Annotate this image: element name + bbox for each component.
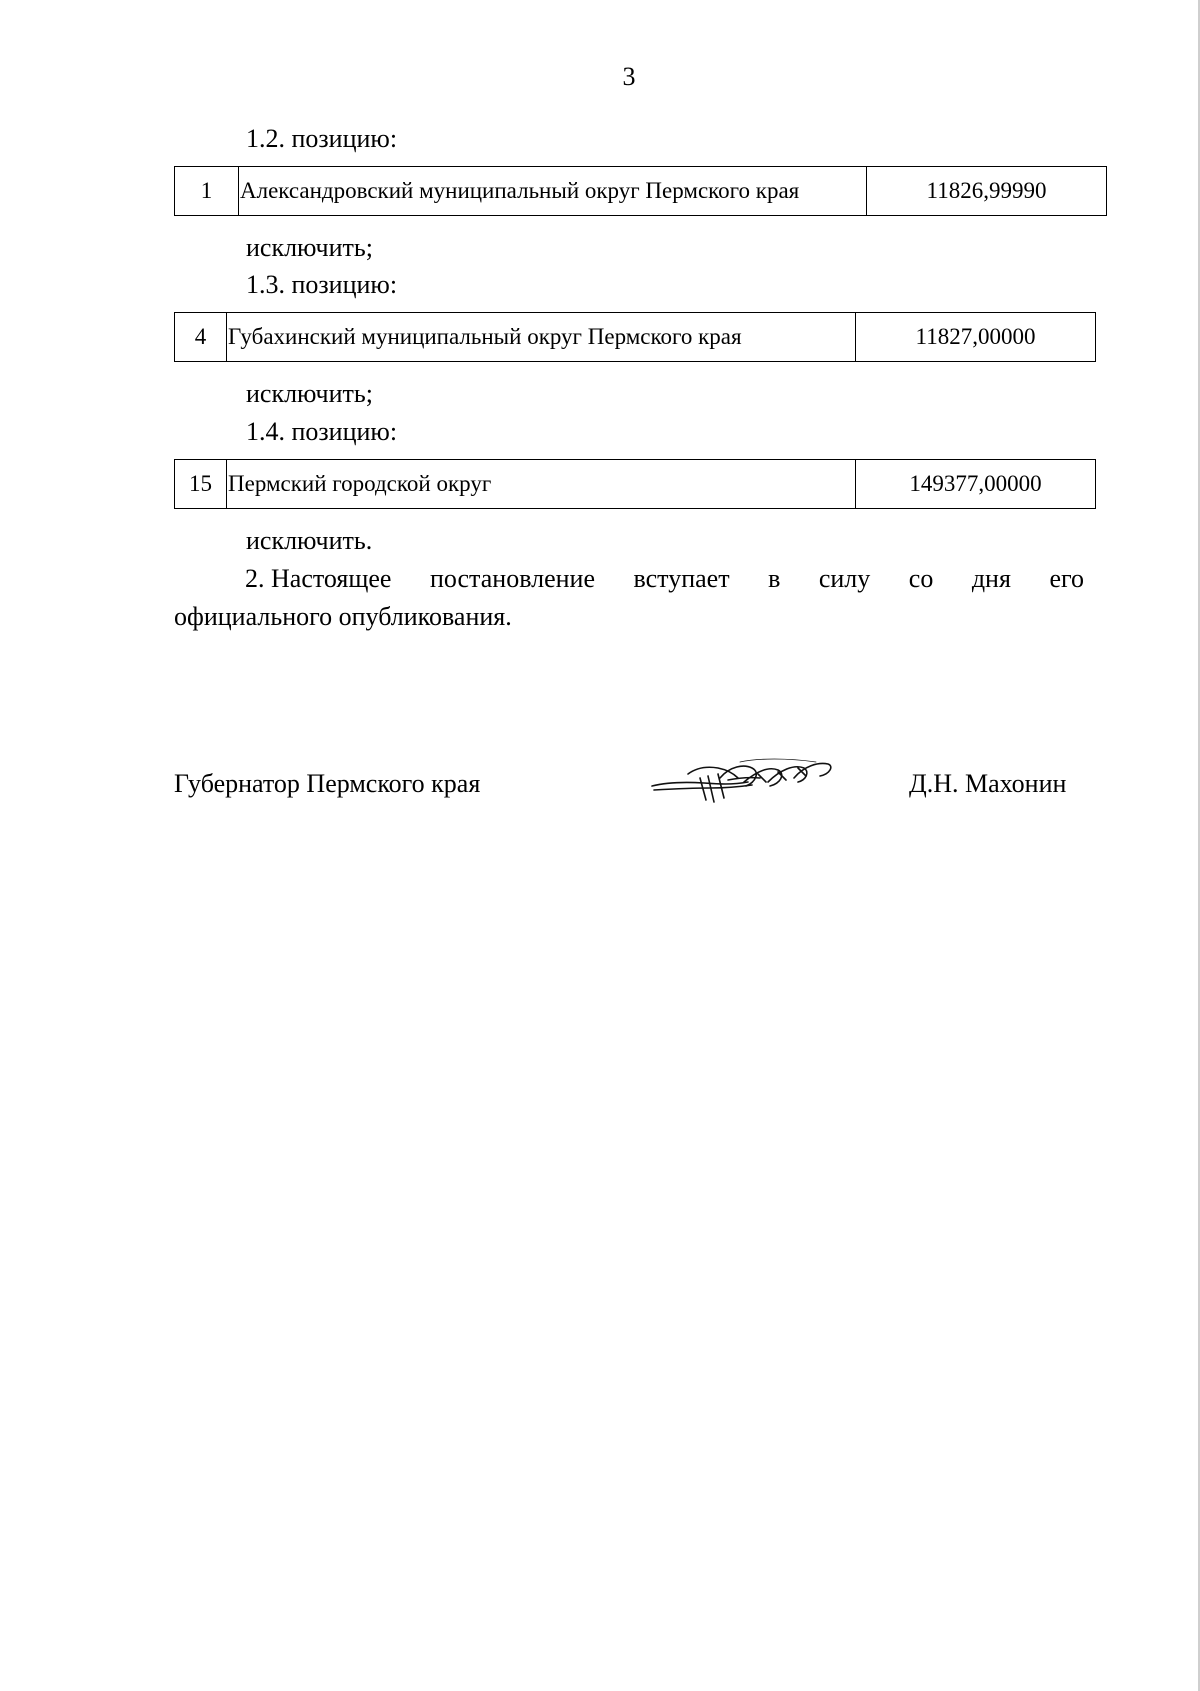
handwritten-signature [648, 752, 838, 808]
section-heading: 1.4. позицию: [246, 417, 398, 446]
municipality-name: Александровский муниципальный округ Пермского края [239, 167, 867, 216]
clause-2-line-1 [174, 560, 1084, 598]
clause-word: дня [971, 564, 1011, 593]
signatory-name: Д.Н. Махонин [909, 769, 1067, 798]
table-row [175, 313, 1096, 362]
section-heading: 1.3. позицию: [246, 270, 398, 299]
page-number: 3 [622, 62, 636, 91]
section-heading: 1.2. позицию: [246, 124, 398, 153]
position-table [174, 166, 1107, 216]
signatory-position: Губернатор Пермского края [174, 769, 481, 798]
clause-2-paragraph [174, 560, 1084, 636]
exclude-text: исключить; [246, 233, 373, 262]
clause-word: его [1049, 564, 1084, 593]
exclude-text: исключить. [246, 526, 373, 555]
table-row [175, 460, 1096, 509]
municipality-name: Пермский городской округ [227, 460, 856, 509]
amount-value: 11826,99990 [867, 167, 1107, 216]
clause-word: вступает [633, 564, 730, 593]
clause-word: со [908, 564, 934, 593]
municipality-name: Губахинский муниципальный округ Пермского края [227, 313, 856, 362]
row-number: 15 [175, 460, 227, 509]
row-number: 4 [175, 313, 227, 362]
table-row [175, 167, 1107, 216]
amount-value: 149377,00000 [856, 460, 1096, 509]
clause-word: в [768, 564, 781, 593]
clause-word: 2. Настоящее [245, 564, 392, 593]
clause-word: постановление [429, 564, 596, 593]
position-table [174, 459, 1096, 509]
amount-value: 11827,00000 [856, 313, 1096, 362]
clause-2-line-2: официального опубликования. [174, 602, 512, 631]
position-table [174, 312, 1096, 362]
exclude-text: исключить; [246, 379, 373, 408]
clause-word: силу [818, 564, 871, 593]
row-number: 1 [175, 167, 239, 216]
